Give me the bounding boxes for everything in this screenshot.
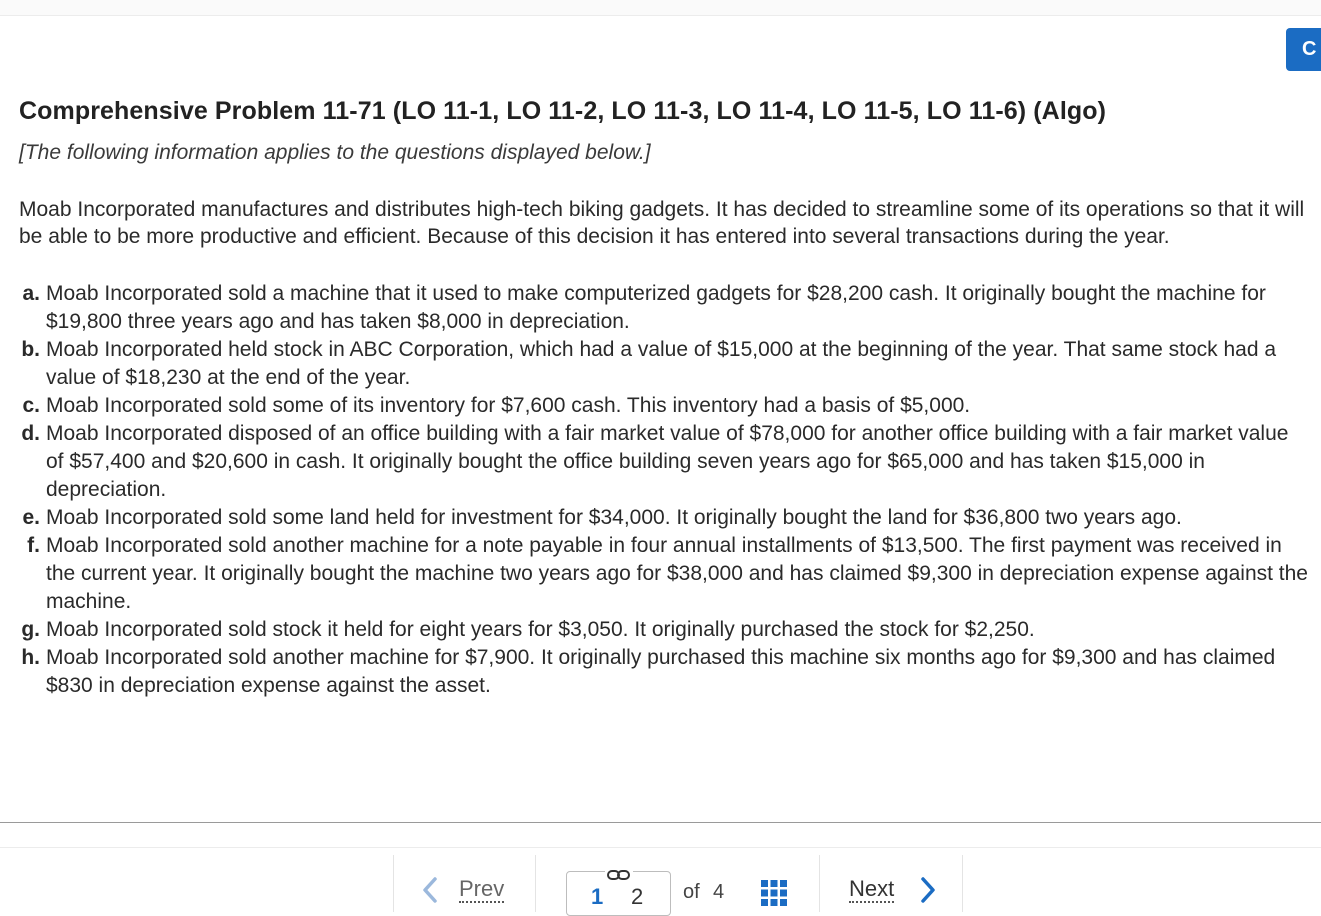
next-label: Next	[849, 876, 895, 901]
list-item	[19, 532, 1309, 616]
item-text: Moab Incorporated sold another machine for a note payable in four annual installments of $13,500. The first payment was received in the current year. It originally bought the machine two years ago for $38,000 and has claimed $9,300 in depreciation expense against the machine.	[46, 534, 1308, 613]
content-divider	[0, 822, 1321, 823]
item-label: f.	[27, 534, 40, 557]
list-item	[19, 392, 1309, 420]
next-button[interactable]	[819, 855, 963, 912]
page-selector	[535, 855, 819, 912]
list-item	[19, 504, 1309, 532]
total-pages: 4	[713, 881, 725, 903]
chevron-left-icon	[422, 877, 438, 908]
item-text: Moab Incorporated sold stock it held for eight years for $3,050. It originally purchased the stock for $2,250.	[46, 618, 1035, 641]
link-icon	[605, 868, 633, 882]
corner-button[interactable]: C	[1286, 28, 1321, 71]
next-page-number[interactable]: 2	[631, 884, 644, 909]
item-label: b.	[21, 338, 40, 361]
item-text: Moab Incorporated disposed of an office building with a fair market value of $78,000 for another office building with a fair market value of $57,400 and $20,600 in cash. It originally bought the office building seven years ago for $65,000 and has taken $15,000 in depreciation.	[46, 422, 1289, 501]
problem-title: Comprehensive Problem 11-71 (LO 11-1, LO 11-2, LO 11-3, LO 11-4, LO 11-5, LO 11-6) (Algo)	[19, 97, 1107, 125]
item-text: Moab Incorporated held stock in ABC Corporation, which had a value of $15,000 at the beginning of the year. That same stock had a value of $18,230 at the end of the year.	[46, 338, 1277, 389]
item-text: Moab Incorporated sold some of its inventory for $7,600 cash. This inventory had a basis of $5,000.	[46, 394, 971, 417]
of-label: of	[683, 881, 700, 903]
problem-subnote: [The following information applies to the questions displayed below.]	[19, 141, 651, 164]
item-label: h.	[21, 646, 40, 669]
prev-button[interactable]	[393, 855, 535, 912]
problem-intro: Moab Incorporated manufactures and distributes high-tech biking gadgets. It has decided to streamline some of its operations so that it will be able to be more productive and efficient. Because of this decision it has entered into several transactions during the year.	[19, 198, 1305, 248]
item-text: Moab Incorporated sold some land held for investment for $34,000. It originally bought the land for $36,800 two years ago.	[46, 506, 1182, 529]
chevron-right-icon	[920, 877, 936, 908]
footer-divider	[0, 847, 1321, 848]
list-item	[19, 280, 1309, 336]
page-number-box[interactable]	[566, 871, 671, 916]
pagination-bar	[393, 855, 963, 912]
list-item	[19, 336, 1309, 392]
problem-content	[19, 96, 1309, 700]
item-label: a.	[22, 282, 40, 305]
top-bar	[0, 0, 1321, 16]
prev-label: Prev	[459, 876, 505, 901]
grid-icon[interactable]	[760, 879, 788, 912]
item-text: Moab Incorporated sold a machine that it used to make computerized gadgets for $28,200 cash. It originally bought the machine for $19,800 three years ago and has taken $8,000 in depreciation.	[46, 282, 1266, 333]
current-page-number[interactable]: 1	[591, 884, 604, 909]
item-text: Moab Incorporated sold another machine for $7,900. It originally purchased this machine six months ago for $9,300 and has claimed $830 in depreciation expense against the asset.	[46, 646, 1276, 697]
list-item	[19, 616, 1309, 644]
list-item	[19, 420, 1309, 504]
transaction-list	[19, 280, 1309, 700]
item-label: e.	[22, 506, 40, 529]
item-label: c.	[22, 394, 40, 417]
list-item	[19, 644, 1309, 700]
item-label: d.	[21, 422, 40, 445]
item-label: g.	[21, 618, 40, 641]
